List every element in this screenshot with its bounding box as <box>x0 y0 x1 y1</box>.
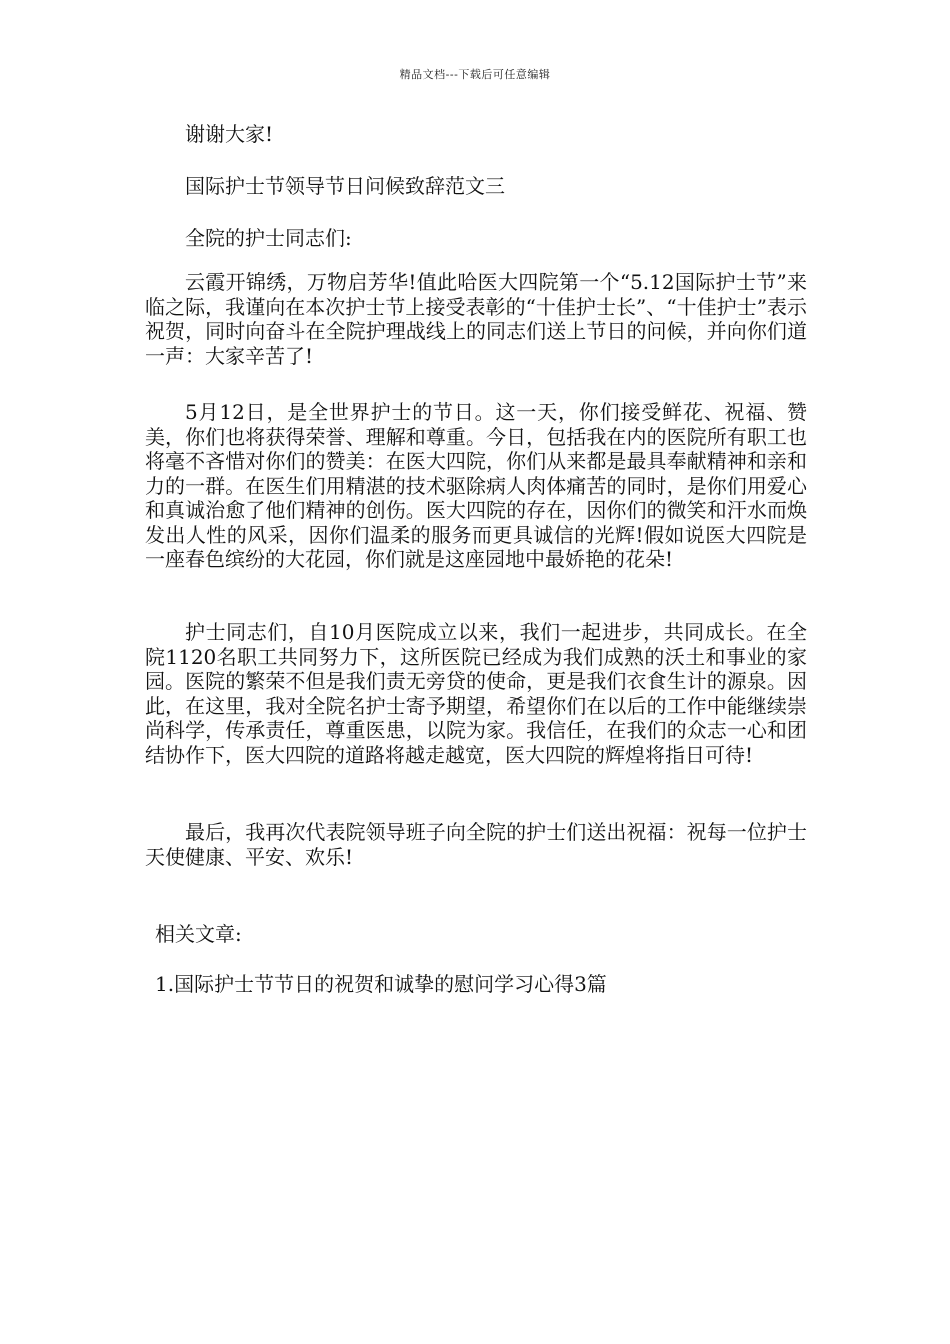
paragraph: 5月12日，是全世界护士的节日。这一天，你们接受鲜花、祝福、赞美，你们也将获得荣誉、理解和尊重。今日，包括我在内的医院所有职工也将毫不吝惜对你们的赞美：在医大四院，你们从来都是最具奉献精神和亲和力的一群。在医生们用精湛的技术驱除病人肉体痛苦的同时，是你们用爱心和真诚治愈了他们精神的创伤。医大四院的存在，因你们的微笑和汗水而焕发出人性的风采，因你们温柔的服务而更具诚信的光辉!假如说医大四院是一座春色缤纷的大花园，你们就是这座园地中最娇艳的花朵! <box>145 400 807 571</box>
related-articles-heading: 相关文章: <box>155 922 242 946</box>
paragraph: 云霞开锦绣，万物启芳华!值此哈医大四院第一个“5.12国际护士节”来临之际，我谨向在本次护士节上接受表彰的“十佳护士长”、“十佳护士”表示祝贺，同时向奋斗在全院护理战线上的同志们送上节日的问候，并向你们道一声：大家辛苦了! <box>145 270 807 368</box>
related-article-link[interactable]: 1.国际护士节节日的祝贺和诚挚的慰问学习心得3篇 <box>155 972 607 996</box>
page-header: 精品文档---下载后可任意编辑 <box>399 68 551 81</box>
paragraph: 护士同志们，自10月医院成立以来，我们一起进步，共同成长。在全院1120名职工共同努力下，这所医院已经成为我们成熟的沃土和事业的家园。医院的繁荣不但是我们责无旁贷的使命，更是我们衣食生计的源泉。因此，在这里，我对全院名护士寄予期望，希望你们在以后的工作中能继续崇尚科学，传承责任，尊重医患，以院为家。我信任，在我们的众志一心和团结协作下，医大四院的道路将越走越宽，医大四院的辉煌将指日可待! <box>145 620 807 767</box>
closing-thanks: 谢谢大家! <box>185 122 274 146</box>
document-title: 国际护士节领导节日问候致辞范文三 <box>185 174 505 198</box>
greeting: 全院的护士同志们: <box>185 226 352 250</box>
paragraph: 最后，我再次代表院领导班子向全院的护士们送出祝福：祝每一位护士天使健康、平安、欢乐! <box>145 820 807 869</box>
